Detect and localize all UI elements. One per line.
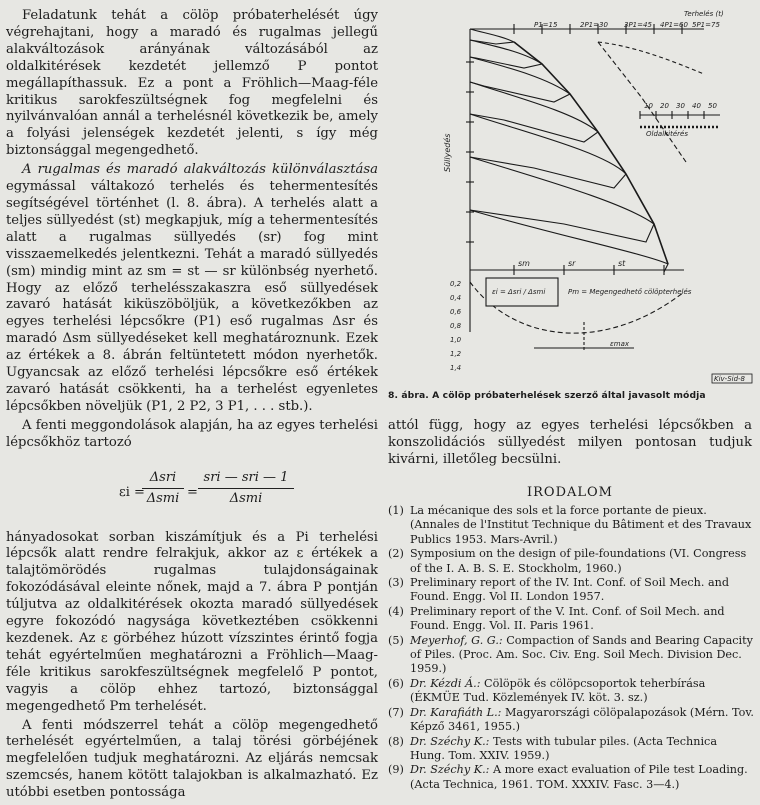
paragraph-1: Feladatunk tehát a cölöp próbaterhelését úgy végrehajtani, hogy a maradó és rugalmas jellegű alakváltozások arányának változásából az oldalkitérések kezdetét jellemző P pontot megállapíthassuk. Ez a pont a Fröhlich—Maag-féle kritikus sarokfeszültségnek fog megfelelni és nyilvánvalóan annál a terhelésnél következik be, amely a folyási jelenségek kezdetét jelenti, s így még biztonsággal megengedhető. <box>6 8 378 159</box>
reference-item <box>388 763 754 792</box>
reference-number: (7) <box>388 705 404 719</box>
reference-number: (8) <box>388 734 404 748</box>
label-sullyedes: Süllyedés <box>443 133 452 172</box>
label-load-4: 4P1=60 <box>660 21 688 29</box>
eps-axis-6: 1,2 <box>450 350 462 358</box>
reference-text: La mécanique des sols et la force portante de pieux. (Annales de l'Institut Technique du Bâtiment et des Travaux Publics 1953. Mars-Avril.) <box>410 504 752 546</box>
right-column <box>388 418 752 469</box>
reference-item <box>388 735 754 764</box>
lateral-displacement-line <box>598 42 689 162</box>
reference-item <box>388 547 754 576</box>
formula-fraction-2 <box>198 470 294 509</box>
references-title: IRODALOM <box>527 485 613 500</box>
figure-caption: 8. ábra. A cölöp próbaterhelések szerző által javasolt módja <box>388 390 706 401</box>
scale-20: 20 <box>660 102 669 110</box>
label-pm: Pm = Megengedhető cölöpterhelés <box>568 288 692 296</box>
reference-author: Dr. Kézdi Á.: <box>410 676 481 690</box>
paragraph-2 <box>6 162 378 416</box>
reference-text: Compaction of Sands and Bearing Capacity of Piles. (Proc. Am. Soc. Civ. Eng. Soil Mech. Division Dec. 1959.) <box>410 633 753 676</box>
figure-8-drawing <box>384 2 756 384</box>
formula-lhs: εi = <box>119 484 145 500</box>
reference-number: (1) <box>388 504 404 517</box>
eps-axis-2: 0,4 <box>450 294 462 302</box>
eps-axis-4: 0,8 <box>450 322 462 330</box>
label-emax: εmax <box>610 340 630 348</box>
load-cycle-6 <box>470 157 654 242</box>
reference-text: Magyarországi cölöpalapozások (Mérn. Tov. Képző 3461, 1955.) <box>410 705 754 734</box>
reference-author: Dr. Széchy K.: <box>410 763 490 777</box>
reference-item <box>388 576 754 605</box>
reference-author: Dr. Széchy K.: <box>410 734 490 748</box>
reference-number: (4) <box>388 604 404 618</box>
reference-item <box>388 677 754 706</box>
label-oldalkiteres: Oldalkitérés <box>646 130 689 138</box>
label-st: st <box>618 259 626 268</box>
reference-item <box>388 634 754 677</box>
lateral-curve <box>598 42 704 74</box>
reference-item <box>388 706 754 735</box>
reference-text: A more exact evaluation of Pile test Loading. (Acta Technica, 1961. TOM. XXXIV. Fasc. 3—4.) <box>410 763 748 791</box>
references-list <box>388 504 754 792</box>
label-terheles: Terhelés (t) <box>684 10 724 18</box>
formula-frac2-num: sri — sri — 1 <box>203 469 289 485</box>
eps-axis-1: 0,2 <box>450 280 462 288</box>
epsilon-formula <box>6 470 378 516</box>
figure-8 <box>384 2 756 384</box>
load-cycle-3 <box>470 57 570 102</box>
eps-axis-5: 1,0 <box>450 336 462 344</box>
formula-frac2-den: Δsmi <box>198 488 294 508</box>
reference-number: (5) <box>388 633 404 647</box>
formula-frac1-num: Δsri <box>149 469 177 485</box>
reference-number: (6) <box>388 676 404 690</box>
load-cycle-5 <box>470 114 626 188</box>
formula-frac1-den: Δsmi <box>142 488 184 508</box>
label-load-2: 2P1=30 <box>580 21 608 29</box>
label-sr: sr <box>568 259 576 268</box>
eps-axis-3: 0,6 <box>450 308 462 316</box>
reference-author: Dr. Karafiáth L.: <box>410 705 502 719</box>
right-paragraph-1: attól függ, hogy az egyes terhelési lépcsőkben a konszolidációs süllyedést milyen pontosan tudjuk kivárni, illetőleg becsülni. <box>388 418 752 467</box>
load-cycle-2 <box>470 40 542 68</box>
reference-item <box>388 504 754 547</box>
label-load-1: P1=15 <box>534 21 558 29</box>
paragraph-2-italic: A rugalmas és maradó alakváltozás különválasztása <box>22 162 378 178</box>
scale-30: 30 <box>676 102 685 110</box>
reference-text: Cölöpök és cölöpcsoportok teherbírása (ÉKMÜE Tud. Közlemények IV. köt. 3. sz.) <box>410 676 706 705</box>
reference-author: Meyerhof, G. G.: <box>410 633 503 647</box>
label-eps-formula: εi = Δsri / Δsmi <box>492 288 546 296</box>
reference-text: Preliminary report of the IV. Int. Conf. of Soil Mech. and Found. Engg. Vol II. London 1957. <box>410 576 729 604</box>
label-sm: sm <box>518 259 530 268</box>
label-load-5: 5P1=75 <box>692 21 720 29</box>
reference-number: (3) <box>388 576 404 590</box>
left-column <box>6 8 378 802</box>
label-load-3: 3P1=45 <box>624 21 652 29</box>
reference-text: Symposium on the design of pile-foundations (VI. Congress of the I. A. B. S. E. Stockholm, 1960.) <box>410 547 747 575</box>
reference-number: (2) <box>388 547 404 561</box>
scale-50: 50 <box>708 102 717 110</box>
load-cycle-4 <box>470 82 598 142</box>
reference-number: (9) <box>388 763 404 777</box>
reference-text: Tests with tubular piles. (Acta Technica Hung. Tom. XXIV. 1959.) <box>410 734 717 762</box>
paragraph-3: A fenti meggondolások alapján, ha az egyes terhelési lépcsőkhöz tartozó <box>6 417 378 450</box>
reference-item <box>388 605 754 634</box>
formula-equals: = <box>187 484 198 500</box>
formula-fraction-1 <box>142 470 184 509</box>
eps-axis-7: 1,4 <box>450 364 462 372</box>
paragraph-4: hányadosokat sorban kiszámítjuk és a Pi terhelési lépcsők alatt rendre felrakjuk, akkor az ε értékek a talajtömörödés rugalmas tulajdonságainak fokozódásával eleinte nőnek, majd a 7. ábra P pontján túljutva az oldalkitérések okozta maradó süllyedések egyre fokozódó nagysága következtében csökkenni kezdenek. Az ε görbéhez húzott vízszintes érintő fogja tehát egyértelműen meghatározni a Fröhlich—Maag-féle kritikus sarokfeszültségnek megfelelő P pontot, vagyis a cölöp ehhez tartozó, biztonsággal megengedhető Pm terhelését. <box>6 529 378 714</box>
label-stamp: Kiv-Sid-8 <box>714 375 746 383</box>
paragraph-2-text: egymással váltakozó terhelés és tehermentesítés segítségével történhet (l. 8. ábra). A terhelés alatt a teljes süllyedést (st) megkapjuk, míg a tehermentesítés alatt a rugalmas süllyedés (sr) fog mint visszaemelkedés jelentkezni. Tehát a maradó süllyedés (sm) mindig mint az sm = st — sr különbség nyerhető. Hogy az előző terhelésszakaszra eső süllyedések zavaró hatását kiküszöböljük, a következőkben az egyes terhelési lépcsőkre (P1) eső rugalmas Δsr és maradó Δsm süllyedéseket kell meghatároznunk. Ezek az értékek a 8. ábrán feltüntetett módon nyerhetők. Ugyancsak az előző terhelési lépcsőkre eső értékek zavaró hatását csökkenti, ha a terhelést egyenletes lépcsőkben növeljük (P1, 2 P2, 3 P1, . . . stb.). <box>6 179 378 414</box>
paragraph-5: A fenti módszerrel tehát a cölöp megengedhető terhelését egyértelműen, a talaj törési görbéjének megfelelően tudjuk meghatározni. Az eljárás nemcsak szemcsés, hanem kötött talajokban is alkalmazható. Ez utóbbi esetben pontossága <box>6 717 378 801</box>
reference-text: Preliminary report of the V. Int. Conf. of Soil Mech. and Found. Engg. Vol. II. Paris 1961. <box>410 604 725 633</box>
total-settlement-envelope <box>514 42 668 264</box>
scale-10: 10 <box>644 102 653 110</box>
scale-40: 40 <box>692 102 701 110</box>
